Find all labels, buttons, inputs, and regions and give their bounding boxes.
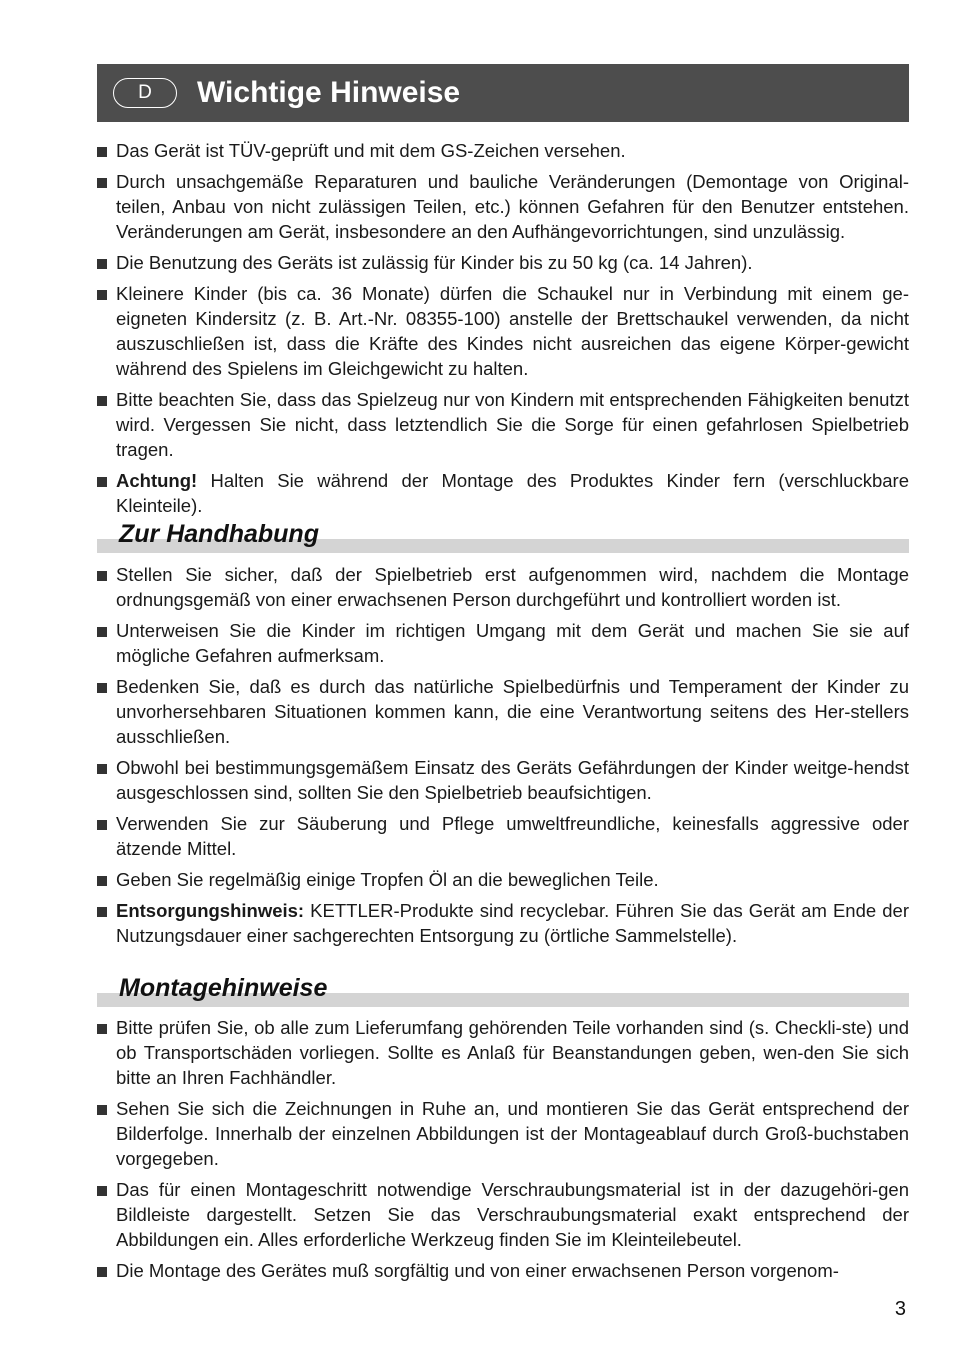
list-item [97,811,909,861]
item-text: Verwenden Sie zur Säuberung und Pflege umweltfreundliche, keinesfalls aggressive oder ätzende Mittel. [116,813,909,859]
section-heading [97,519,909,553]
item-lead: Achtung! [116,470,198,491]
page-number: 3 [894,1298,906,1320]
bullet-square-icon [97,1024,107,1034]
list-item [97,169,909,244]
section-heading-label: Montagehinweise [119,974,328,1002]
section-assembly [97,973,909,1289]
language-badge: D [113,78,177,108]
list-item [97,562,909,612]
list-item [97,281,909,381]
bullet-square-icon [97,627,107,637]
item-text: Unterweisen Sie die Kinder im richtigen Umgang mit dem Gerät und machen Sie sie auf mögliche Gefahren aufmerksam. [116,620,909,666]
item-text: Das für einen Montageschritt notwendige Verschraubungsmaterial ist in der dazugehöri-gen Bildleiste dargestellt. Setzen Sie das Verschraubungsmaterial exakt entsprechend der Abbildungen ein. Alles erforderliche Werkzeug finden Sie im Kleinteilebeutel. [116,1179,909,1250]
list-item [97,1015,909,1090]
list-item [97,618,909,668]
list-item [97,1258,909,1283]
bullet-list [97,1015,909,1283]
bullet-square-icon [97,571,107,581]
item-text: Halten Sie während der Montage des Produktes Kinder fern (verschluckbare Kleinteile). [116,470,909,516]
item-text: Bitte beachten Sie, dass das Spielzeug nur von Kindern mit entsprechenden Fähigkeiten benutzt wird. Vergessen Sie nicht, dass letztendlich Sie die Sorge für einen gefahrlosen Spielbetrieb tragen. [116,389,909,460]
bullet-square-icon [97,1105,107,1115]
list-item [97,468,909,518]
list-item [97,138,909,163]
item-text: Bitte prüfen Sie, ob alle zum Lieferumfang gehörenden Teile vorhanden sind (s. Checkli-ste) und ob Transportschäden vorliegen. Sollte es Anlaß für Beanstandungen geben, wen-den Sie sich bitte an Ihren Fachhändler. [116,1017,909,1088]
bullet-square-icon [97,396,107,406]
item-text: Obwohl bei bestimmungsgemäßem Einsatz des Geräts Gefährdungen der Kinder weitge-hendst ausgeschlossen sind, sollten Sie den Spielbetrieb beaufsichtigen. [116,757,909,803]
list-item [97,1096,909,1171]
list-item [97,755,909,805]
item-text: KETTLER-Produkte sind recyclebar. Führen Sie das Gerät am Ende der Nutzungsdauer einer sachgerechten Entsorgung zu (örtliche Sammelstelle). [116,900,909,946]
item-text: Geben Sie regelmäßig einige Tropfen Öl an die beweglichen Teile. [116,869,659,890]
bullet-list [97,138,909,518]
list-item [97,250,909,275]
bullet-square-icon [97,477,107,487]
item-text: Das Gerät ist TÜV-geprüft und mit dem GS-Zeichen versehen. [116,140,626,161]
bullet-square-icon [97,683,107,693]
bullet-square-icon [97,820,107,830]
bullet-square-icon [97,1267,107,1277]
bullet-square-icon [97,290,107,300]
bullet-square-icon [97,178,107,188]
bullet-square-icon [97,147,107,157]
list-item [97,674,909,749]
item-text: Kleinere Kinder (bis ca. 36 Monate) dürfen die Schaukel nur in Verbindung mit einem ge-eigneten Kindersitz (z. B. Art.-Nr. 08355-100) anstelle der Brettschaukel verwenden, da nicht auszuschließen ist, dass die Kräfte des Kindes nicht ausreichen das eigene Körper-gewicht während des Spielens im Gleichgewicht zu halten. [116,283,909,379]
list-item [97,387,909,462]
item-text: Stellen Sie sicher, daß der Spielbetrieb erst aufgenommen wird, nachdem die Montage ordnungsgemäß von einer erwachsenen Person durchgeführt und kontrolliert worden ist. [116,564,909,610]
item-text: Sehen Sie sich die Zeichnungen in Ruhe an, und montieren Sie das Gerät entsprechend der Bilderfolge. Innerhalb der einzelnen Abbildungen ist der Montageablauf durch Groß-buchstaben vorgegeben. [116,1098,909,1169]
bullet-square-icon [97,1186,107,1196]
list-item [97,867,909,892]
bullet-square-icon [97,764,107,774]
item-text: Bedenken Sie, daß es durch das natürliche Spielbedürfnis und Temperament der Kinder zu unvorhersehbaren Situationen kommen kann, die eine Verantwortung seitens des Her-stellers ausschließen. [116,676,909,747]
item-text: Die Benutzung des Geräts ist zulässig für Kinder bis zu 50 kg (ca. 14 Jahren). [116,252,753,273]
bullet-square-icon [97,907,107,917]
page-title: Wichtige Hinweise [197,76,461,109]
bullet-square-icon [97,259,107,269]
bullet-square-icon [97,876,107,886]
section-heading-label: Zur Handhabung [119,520,319,548]
bullet-list [97,562,909,948]
item-lead: Entsorgungshinweis: [116,900,305,921]
section-heading [97,973,909,1007]
item-text: Die Montage des Gerätes muß sorgfältig und von einer erwachsenen Person vorgenom- [116,1260,839,1281]
section-important-notes [97,138,909,524]
list-item [97,898,909,948]
list-item [97,1177,909,1252]
item-text: Durch unsachgemäße Reparaturen und bauliche Veränderungen (Demontage von Original-teilen, Anbau von nicht zulässigen Teilen, etc.) können Gefahren für den Benutzer entstehen. Veränderungen am Gerät, insbesondere an den Aufhängevorrichtungen, sind unzulässig. [116,171,909,242]
header-bar [97,64,909,122]
section-handling [97,519,909,954]
